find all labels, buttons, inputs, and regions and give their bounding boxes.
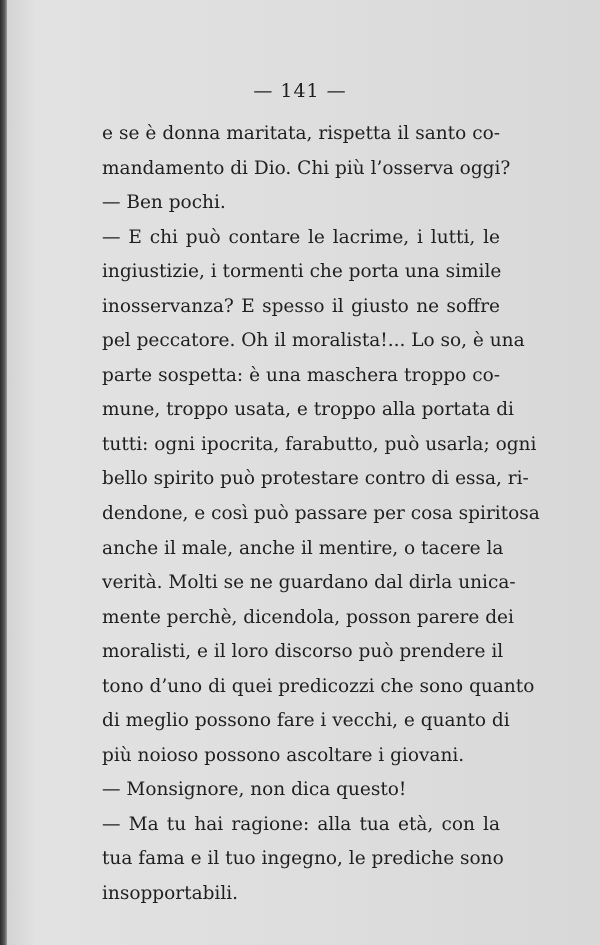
body-text xyxy=(102,117,540,912)
text-line: tua fama e il tuo ingegno, le prediche sono xyxy=(102,848,504,870)
text-line: — E chi può contare le lacrime, i lutti, le xyxy=(102,226,500,248)
text-line: mandamento di Dio. Chi più l’osserva oggi? xyxy=(102,157,511,179)
text-line: bello spirito può protestare contro di essa, ri- xyxy=(102,468,529,490)
text-line: tono d’uno di quei predicozzi che sono quanto xyxy=(102,675,535,697)
page-number: — 141 — xyxy=(253,80,347,102)
text-line: inosservanza? E spesso il giusto ne soffre xyxy=(102,295,500,317)
text-line: e se è donna maritata, rispetta il santo co- xyxy=(102,123,500,144)
text-line: verità. Molti se ne guardano dal dirla unica- xyxy=(102,572,516,594)
text-line: moralisti, e il loro discorso può prendere il xyxy=(102,641,504,663)
text-line: mente perchè, dicendola, posson parere dei xyxy=(102,606,514,628)
text-line: insopportabili. xyxy=(102,883,239,905)
text-line: pel peccatore. Oh il moralista!... Lo so, è una xyxy=(102,330,525,352)
text-line: anche il male, anche il mentire, o tacere la xyxy=(102,537,504,559)
text-line: tutti: ogni ipocrita, farabutto, può usarla; ogni xyxy=(102,433,537,455)
text-line: — Monsignore, non dica questo! xyxy=(102,779,407,801)
text-line: ingiustizie, i tormenti che porta una simile xyxy=(102,261,502,283)
text-line: dendone, e così può passare per cosa spiritosa xyxy=(102,503,540,525)
text-line: di meglio possono fare i vecchi, e quanto di xyxy=(102,710,510,732)
page-spine-edge xyxy=(0,0,7,945)
text-line: più noioso possono ascoltare i giovani. xyxy=(102,744,465,766)
text-line: mune, troppo usata, e troppo alla portata di xyxy=(102,399,514,421)
text-line: — Ben pochi. xyxy=(102,192,226,214)
text-line: parte sospetta: è una maschera troppo co- xyxy=(102,364,500,386)
text-line: — Ma tu hai ragione: alla tua età, con la xyxy=(102,813,500,835)
